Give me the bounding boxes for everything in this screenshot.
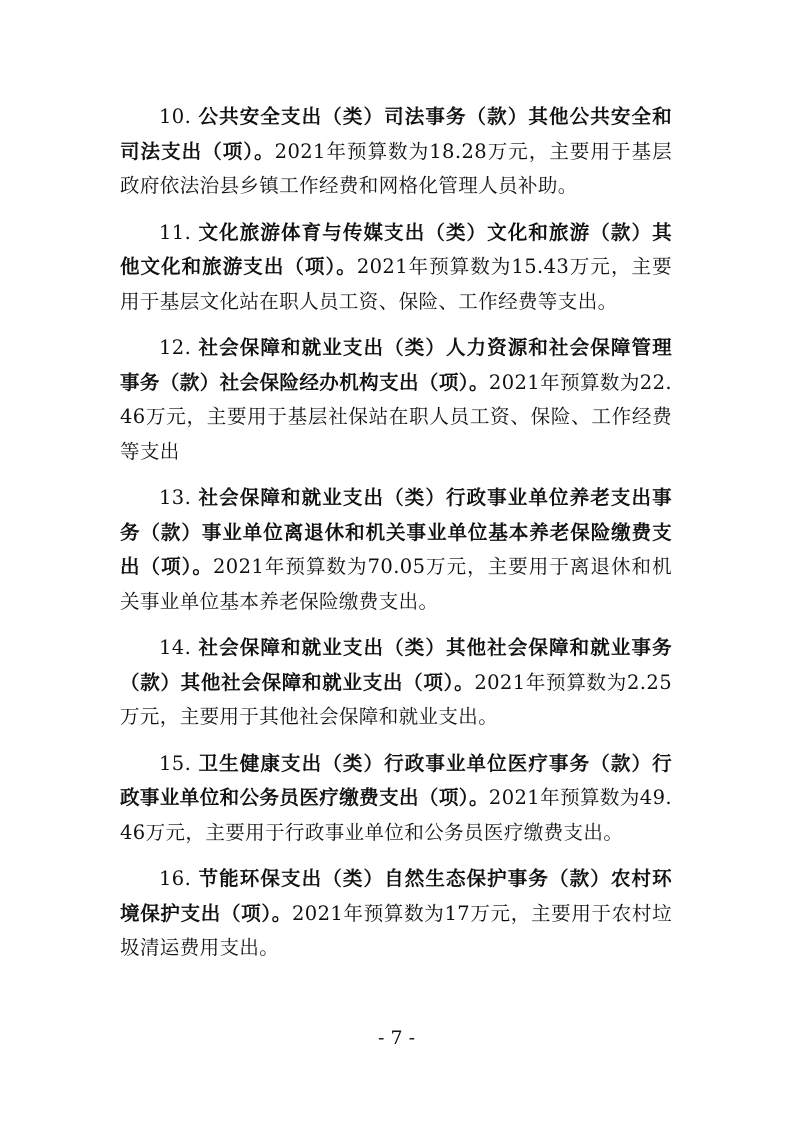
item-body: 2021年预算数为15.43万元，主要用于基层文化站在职人员工资、保险、工作经费等支出。 bbox=[120, 255, 672, 313]
item-heading: 节能环保支出（类）自然生态保护事务（款）农村环境保护支出（项）。 bbox=[120, 867, 672, 925]
item-heading: 社会保障和就业支出（类）行政事业单位养老支出事务（款）事业单位离退休和机关事业单位基本养老保险缴费支出（项）。 bbox=[120, 486, 672, 578]
paragraph-item-11 bbox=[120, 216, 672, 320]
item-heading: 文化旅游体育与传媒支出（类）文化和旅游（款）其他文化和旅游支出（项）。 bbox=[120, 220, 672, 278]
item-number: 12. bbox=[159, 336, 192, 359]
item-body: 2021年预算数为22.46万元，主要用于基层社保站在职人员工资、保险、工作经费等支出 bbox=[120, 370, 672, 463]
paragraph-item-15 bbox=[120, 747, 672, 851]
item-heading: 社会保障和就业支出（类）人力资源和社会保障管理事务（款）社会保险经办机构支出（项）。 bbox=[120, 336, 672, 394]
paragraph-item-10 bbox=[120, 100, 672, 204]
item-body: 2021年预算数为18.28万元，主要用于基层政府依法治县乡镇工作经费和网格化管理人员补助。 bbox=[120, 139, 673, 197]
item-number: 13. bbox=[159, 486, 192, 509]
item-number: 15. bbox=[159, 751, 192, 775]
document-body bbox=[120, 100, 672, 978]
paragraph-item-14 bbox=[120, 631, 672, 735]
item-body: 2021年预算数为70.05万元，主要用于离退休和机关事业单位基本养老保险缴费支出。 bbox=[120, 555, 672, 613]
item-body: 2021年预算数为49.46万元，主要用于行政事业单位和公务员医疗缴费支出。 bbox=[120, 786, 672, 844]
item-body: 2021年预算数为17万元，主要用于农村垃圾清运费用支出。 bbox=[120, 901, 672, 959]
item-heading: 公共安全支出（类）司法事务（款）其他公共安全和司法支出（项）。 bbox=[120, 105, 672, 163]
paragraph-item-16 bbox=[120, 862, 672, 966]
item-number: 10. bbox=[159, 105, 192, 128]
item-number: 11. bbox=[159, 220, 192, 244]
paragraph-item-13 bbox=[120, 481, 672, 619]
item-heading: 卫生健康支出（类）行政事业单位医疗事务（款）行政事业单位和公务员医疗缴费支出（项）。 bbox=[120, 751, 672, 809]
item-number: 14. bbox=[159, 636, 192, 659]
item-body: 2021年预算数为2.25万元，主要用于其他社会保障和就业支出。 bbox=[120, 670, 673, 728]
item-number: 16. bbox=[159, 867, 192, 890]
page-number: - 7 - bbox=[377, 1027, 415, 1049]
paragraph-item-12 bbox=[120, 331, 672, 469]
item-heading: 社会保障和就业支出（类）其他社会保障和就业事务（款）其他社会保障和就业支出（项）。 bbox=[120, 636, 672, 694]
